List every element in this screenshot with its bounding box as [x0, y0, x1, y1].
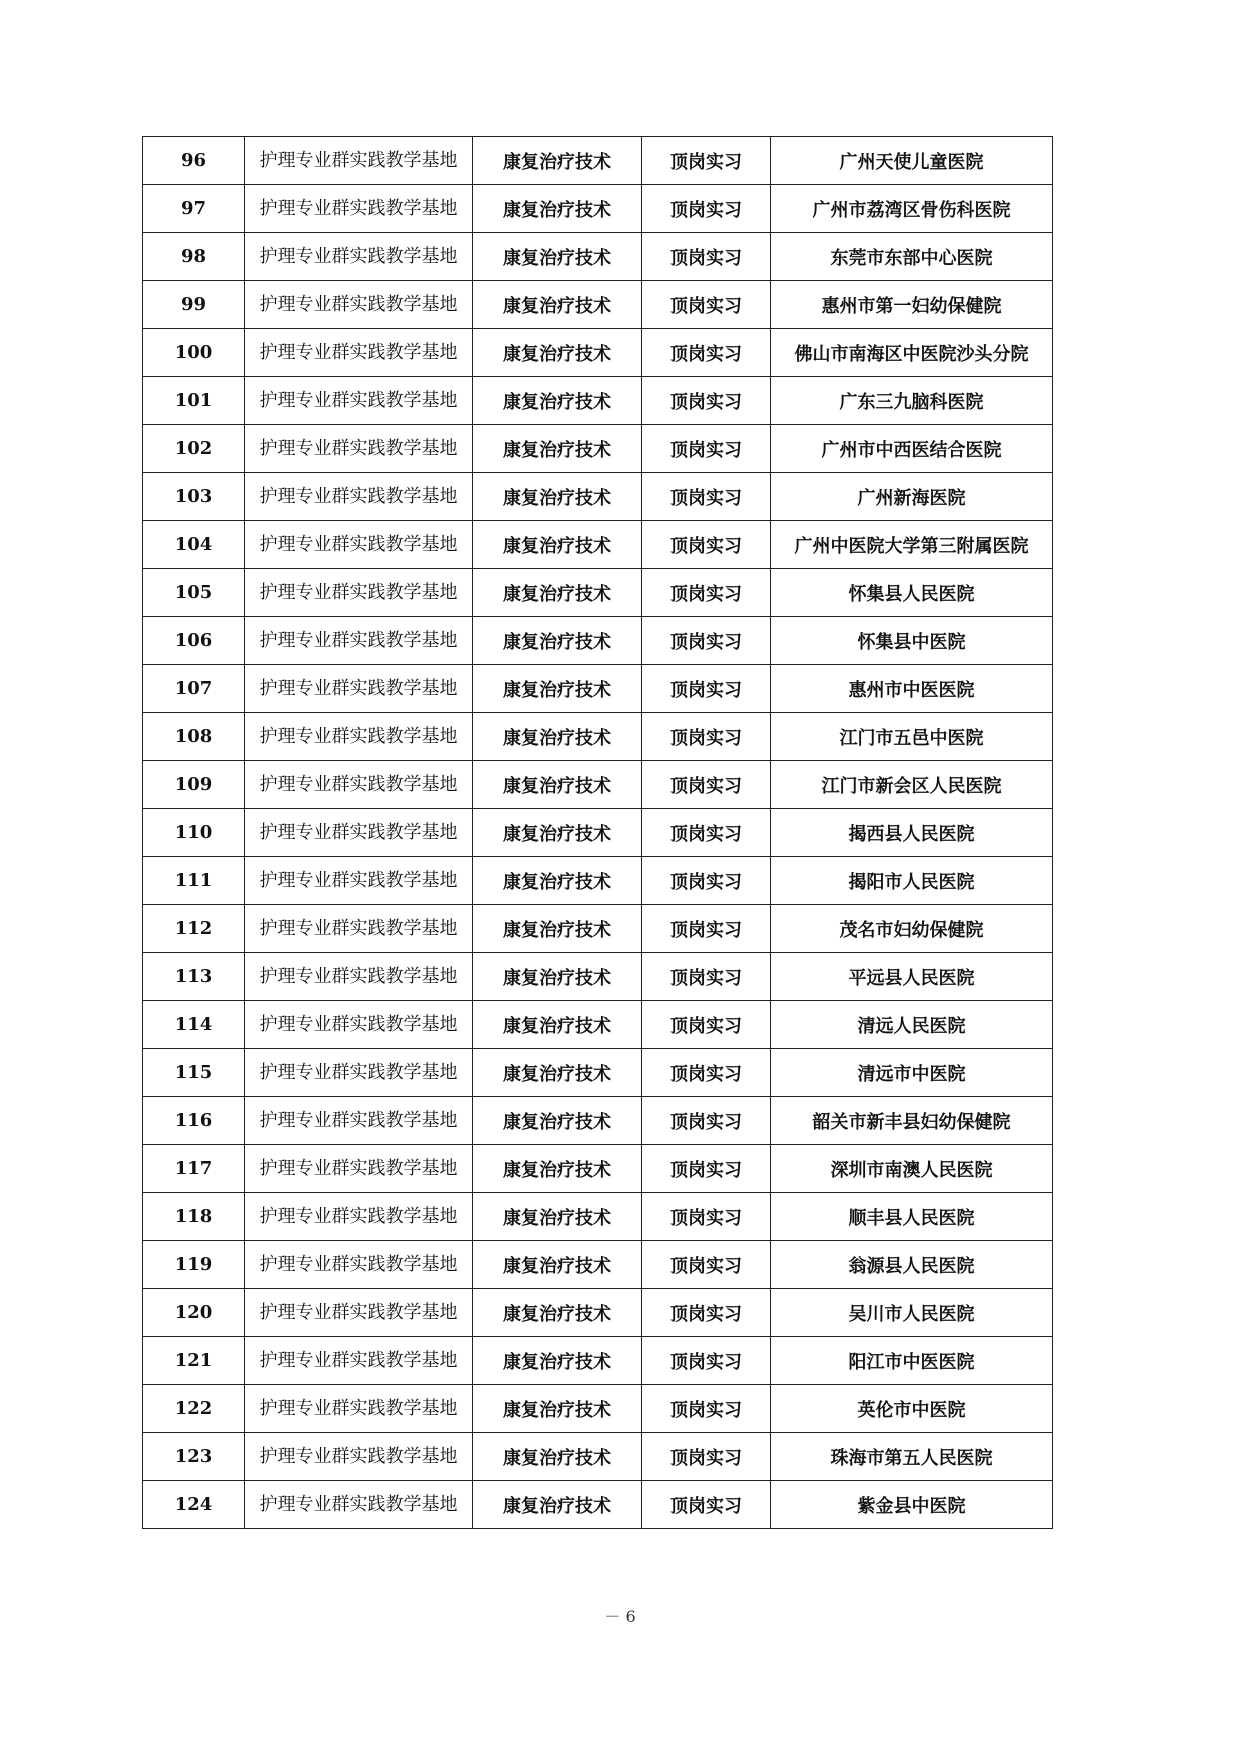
serial-number-cell: 103 [143, 473, 245, 521]
base-name-text: 护理专业群实践教学基地 [259, 534, 458, 555]
base-name-cell [245, 377, 473, 425]
base-name-cell [245, 857, 473, 905]
hospital-cell: 东莞市东部中心医院 [771, 233, 1053, 281]
base-name-text: 护理专业群实践教学基地 [259, 966, 458, 987]
table-row [143, 857, 1053, 905]
serial-number-cell: 98 [143, 233, 245, 281]
base-name-cell [245, 1193, 473, 1241]
serial-number-cell: 124 [143, 1481, 245, 1529]
serial-number-cell: 116 [143, 1097, 245, 1145]
base-name-cell [245, 473, 473, 521]
internship-type-cell: 顶岗实习 [642, 1433, 771, 1481]
table-row [143, 1193, 1053, 1241]
major-cell: 康复治疗技术 [473, 1241, 642, 1289]
hospital-cell: 广州新海医院 [771, 473, 1053, 521]
major-cell: 康复治疗技术 [473, 905, 642, 953]
base-name-text: 护理专业群实践教学基地 [259, 1254, 458, 1275]
internship-type-cell: 顶岗实习 [642, 953, 771, 1001]
base-name-cell [245, 1049, 473, 1097]
table-row [143, 329, 1053, 377]
table-row [143, 233, 1053, 281]
major-cell: 康复治疗技术 [473, 1049, 642, 1097]
table-row [143, 1337, 1053, 1385]
base-name-text: 护理专业群实践教学基地 [259, 1302, 458, 1323]
internship-type-cell: 顶岗实习 [642, 1241, 771, 1289]
base-name-cell [245, 281, 473, 329]
serial-number-cell: 104 [143, 521, 245, 569]
serial-number-cell: 113 [143, 953, 245, 1001]
major-cell: 康复治疗技术 [473, 953, 642, 1001]
base-name-text: 护理专业群实践教学基地 [259, 1494, 458, 1515]
internship-type-cell: 顶岗实习 [642, 1481, 771, 1529]
hospital-cell: 英伦市中医院 [771, 1385, 1053, 1433]
serial-number-cell: 108 [143, 713, 245, 761]
internship-type-cell: 顶岗实习 [642, 809, 771, 857]
base-name-cell [245, 665, 473, 713]
base-name-text: 护理专业群实践教学基地 [259, 486, 458, 507]
table-row [143, 761, 1053, 809]
base-name-cell [245, 521, 473, 569]
base-name-cell [245, 137, 473, 185]
base-name-text: 护理专业群实践教学基地 [259, 870, 458, 891]
table-row [143, 1385, 1053, 1433]
internship-type-cell: 顶岗实习 [642, 1385, 771, 1433]
internship-type-cell: 顶岗实习 [642, 281, 771, 329]
internship-type-cell: 顶岗实习 [642, 473, 771, 521]
hospital-cell: 怀集县中医院 [771, 617, 1053, 665]
hospital-cell: 广州天使儿童医院 [771, 137, 1053, 185]
serial-number-cell: 117 [143, 1145, 245, 1193]
base-name-text: 护理专业群实践教学基地 [259, 774, 458, 795]
serial-number-cell: 119 [143, 1241, 245, 1289]
hospital-cell: 紫金县中医院 [771, 1481, 1053, 1529]
serial-number-cell: 111 [143, 857, 245, 905]
table-row [143, 809, 1053, 857]
table-row [143, 1433, 1053, 1481]
serial-number-cell: 106 [143, 617, 245, 665]
base-name-cell [245, 1385, 473, 1433]
major-cell: 康复治疗技术 [473, 569, 642, 617]
base-name-text: 护理专业群实践教学基地 [259, 726, 458, 747]
major-cell: 康复治疗技术 [473, 1481, 642, 1529]
major-cell: 康复治疗技术 [473, 1145, 642, 1193]
base-name-text: 护理专业群实践教学基地 [259, 630, 458, 651]
major-cell: 康复治疗技术 [473, 329, 642, 377]
major-cell: 康复治疗技术 [473, 1001, 642, 1049]
table-row [143, 1097, 1053, 1145]
major-cell: 康复治疗技术 [473, 1193, 642, 1241]
table-row [143, 1289, 1053, 1337]
base-name-cell [245, 1145, 473, 1193]
base-name-cell [245, 329, 473, 377]
base-name-text: 护理专业群实践教学基地 [259, 822, 458, 843]
hospital-cell: 惠州市第一妇幼保健院 [771, 281, 1053, 329]
base-name-text: 护理专业群实践教学基地 [259, 1158, 458, 1179]
base-name-text: 护理专业群实践教学基地 [259, 678, 458, 699]
base-name-text: 护理专业群实践教学基地 [259, 342, 458, 363]
table-row [143, 137, 1053, 185]
base-name-cell [245, 1241, 473, 1289]
base-name-cell [245, 233, 473, 281]
hospital-cell: 广州中医院大学第三附属医院 [771, 521, 1053, 569]
major-cell: 康复治疗技术 [473, 1433, 642, 1481]
major-cell: 康复治疗技术 [473, 809, 642, 857]
table-row [143, 665, 1053, 713]
major-cell: 康复治疗技术 [473, 713, 642, 761]
major-cell: 康复治疗技术 [473, 425, 642, 473]
major-cell: 康复治疗技术 [473, 233, 642, 281]
table-row [143, 1049, 1053, 1097]
major-cell: 康复治疗技术 [473, 857, 642, 905]
hospital-cell: 怀集县人民医院 [771, 569, 1053, 617]
hospital-cell: 广州市荔湾区骨伤科医院 [771, 185, 1053, 233]
base-name-cell [245, 1433, 473, 1481]
base-name-cell [245, 713, 473, 761]
serial-number-cell: 101 [143, 377, 245, 425]
hospital-cell: 平远县人民医院 [771, 953, 1053, 1001]
hospital-cell: 顺丰县人民医院 [771, 1193, 1053, 1241]
serial-number-cell: 97 [143, 185, 245, 233]
serial-number-cell: 102 [143, 425, 245, 473]
base-name-text: 护理专业群实践教学基地 [259, 246, 458, 267]
internship-type-cell: 顶岗实习 [642, 1097, 771, 1145]
base-name-text: 护理专业群实践教学基地 [259, 1014, 458, 1035]
base-name-text: 护理专业群实践教学基地 [259, 198, 458, 219]
internship-type-cell: 顶岗实习 [642, 617, 771, 665]
base-name-text: 护理专业群实践教学基地 [259, 390, 458, 411]
serial-number-cell: 109 [143, 761, 245, 809]
internship-type-cell: 顶岗实习 [642, 521, 771, 569]
base-name-cell [245, 761, 473, 809]
table-row [143, 713, 1053, 761]
serial-number-cell: 105 [143, 569, 245, 617]
table-row [143, 1241, 1053, 1289]
internship-type-cell: 顶岗实习 [642, 713, 771, 761]
base-name-cell [245, 425, 473, 473]
internship-type-cell: 顶岗实习 [642, 1337, 771, 1385]
major-cell: 康复治疗技术 [473, 521, 642, 569]
table-row [143, 1481, 1053, 1529]
serial-number-cell: 115 [143, 1049, 245, 1097]
major-cell: 康复治疗技术 [473, 185, 642, 233]
major-cell: 康复治疗技术 [473, 473, 642, 521]
base-name-cell [245, 617, 473, 665]
internship-type-cell: 顶岗实习 [642, 569, 771, 617]
base-name-cell [245, 905, 473, 953]
table-row [143, 377, 1053, 425]
base-name-text: 护理专业群实践教学基地 [259, 1446, 458, 1467]
table-row [143, 953, 1053, 1001]
table-row [143, 1145, 1053, 1193]
internship-type-cell: 顶岗实习 [642, 857, 771, 905]
internship-type-cell: 顶岗实习 [642, 761, 771, 809]
hospital-cell: 珠海市第五人民医院 [771, 1433, 1053, 1481]
internship-type-cell: 顶岗实习 [642, 185, 771, 233]
base-name-text: 护理专业群实践教学基地 [259, 582, 458, 603]
base-name-cell [245, 1289, 473, 1337]
major-cell: 康复治疗技术 [473, 1097, 642, 1145]
major-cell: 康复治疗技术 [473, 377, 642, 425]
serial-number-cell: 122 [143, 1385, 245, 1433]
base-name-cell [245, 185, 473, 233]
major-cell: 康复治疗技术 [473, 1337, 642, 1385]
hospital-cell: 江门市五邑中医院 [771, 713, 1053, 761]
internship-type-cell: 顶岗实习 [642, 1145, 771, 1193]
internship-type-cell: 顶岗实习 [642, 377, 771, 425]
hospital-cell: 广东三九脑科医院 [771, 377, 1053, 425]
table-row [143, 521, 1053, 569]
serial-number-cell: 110 [143, 809, 245, 857]
base-name-cell [245, 809, 473, 857]
table-row [143, 1001, 1053, 1049]
hospital-cell: 翁源县人民医院 [771, 1241, 1053, 1289]
base-name-cell [245, 953, 473, 1001]
page-number: － 6 [604, 1607, 636, 1626]
major-cell: 康复治疗技术 [473, 281, 642, 329]
table-row [143, 617, 1053, 665]
internship-type-cell: 顶岗实习 [642, 425, 771, 473]
base-name-cell [245, 1001, 473, 1049]
serial-number-cell: 99 [143, 281, 245, 329]
major-cell: 康复治疗技术 [473, 1289, 642, 1337]
base-name-cell [245, 1097, 473, 1145]
internship-type-cell: 顶岗实习 [642, 1001, 771, 1049]
serial-number-cell: 107 [143, 665, 245, 713]
table-row [143, 425, 1053, 473]
table-row [143, 569, 1053, 617]
major-cell: 康复治疗技术 [473, 137, 642, 185]
internship-type-cell: 顶岗实习 [642, 137, 771, 185]
base-name-cell [245, 569, 473, 617]
hospital-cell: 揭西县人民医院 [771, 809, 1053, 857]
hospital-cell: 佛山市南海区中医院沙头分院 [771, 329, 1053, 377]
base-name-text: 护理专业群实践教学基地 [259, 1206, 458, 1227]
base-name-text: 护理专业群实践教学基地 [259, 1350, 458, 1371]
hospital-cell: 吴川市人民医院 [771, 1289, 1053, 1337]
table-row [143, 281, 1053, 329]
hospital-cell: 阳江市中医医院 [771, 1337, 1053, 1385]
internship-type-cell: 顶岗实习 [642, 233, 771, 281]
table-row [143, 473, 1053, 521]
base-name-text: 护理专业群实践教学基地 [259, 438, 458, 459]
hospital-cell: 清远市中医院 [771, 1049, 1053, 1097]
serial-number-cell: 121 [143, 1337, 245, 1385]
internship-type-cell: 顶岗实习 [642, 329, 771, 377]
internship-type-cell: 顶岗实习 [642, 1193, 771, 1241]
hospital-cell: 惠州市中医医院 [771, 665, 1053, 713]
base-name-text: 护理专业群实践教学基地 [259, 1398, 458, 1419]
internship-type-cell: 顶岗实习 [642, 905, 771, 953]
hospital-cell: 广州市中西医结合医院 [771, 425, 1053, 473]
major-cell: 康复治疗技术 [473, 761, 642, 809]
hospital-cell: 茂名市妇幼保健院 [771, 905, 1053, 953]
hospital-cell: 揭阳市人民医院 [771, 857, 1053, 905]
serial-number-cell: 100 [143, 329, 245, 377]
serial-number-cell: 112 [143, 905, 245, 953]
table-row [143, 905, 1053, 953]
base-name-text: 护理专业群实践教学基地 [259, 294, 458, 315]
serial-number-cell: 123 [143, 1433, 245, 1481]
serial-number-cell: 118 [143, 1193, 245, 1241]
practice-base-table [142, 136, 1053, 1529]
internship-type-cell: 顶岗实习 [642, 665, 771, 713]
hospital-cell: 深圳市南澳人民医院 [771, 1145, 1053, 1193]
base-name-cell [245, 1337, 473, 1385]
table-row [143, 185, 1053, 233]
base-name-text: 护理专业群实践教学基地 [259, 1110, 458, 1131]
base-name-text: 护理专业群实践教学基地 [259, 1062, 458, 1083]
major-cell: 康复治疗技术 [473, 665, 642, 713]
hospital-cell: 清远人民医院 [771, 1001, 1053, 1049]
hospital-cell: 韶关市新丰县妇幼保健院 [771, 1097, 1053, 1145]
serial-number-cell: 96 [143, 137, 245, 185]
major-cell: 康复治疗技术 [473, 1385, 642, 1433]
serial-number-cell: 120 [143, 1289, 245, 1337]
internship-type-cell: 顶岗实习 [642, 1289, 771, 1337]
serial-number-cell: 114 [143, 1001, 245, 1049]
base-name-text: 护理专业群实践教学基地 [259, 918, 458, 939]
internship-type-cell: 顶岗实习 [642, 1049, 771, 1097]
base-name-cell [245, 1481, 473, 1529]
major-cell: 康复治疗技术 [473, 617, 642, 665]
hospital-cell: 江门市新会区人民医院 [771, 761, 1053, 809]
table-body [143, 137, 1053, 1529]
base-name-text: 护理专业群实践教学基地 [259, 150, 458, 171]
